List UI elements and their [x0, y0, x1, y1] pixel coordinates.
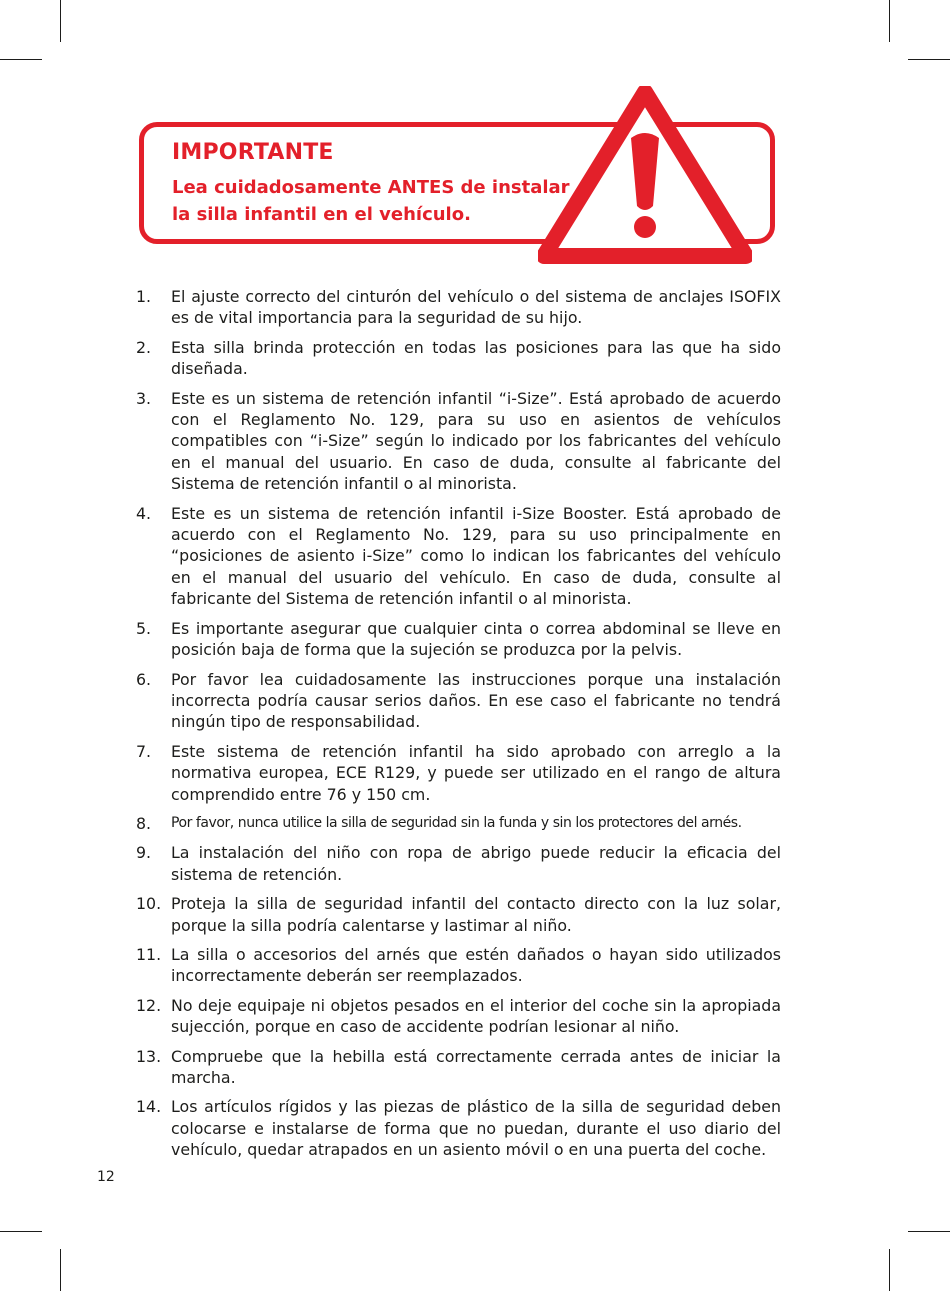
warning-line-1: Lea cuidadosamente ANTES de instalar	[172, 177, 570, 198]
warning-title: IMPORTANTE	[172, 140, 334, 165]
item-text: No deje equipaje ni objetos pesados en el interior del coche sin la apropiada sujección, porque en caso de accidente podrían lesionar al niño.	[171, 995, 781, 1037]
page-number: 12	[97, 1169, 115, 1185]
crop-mark-bottom-right-horizontal	[908, 1231, 950, 1232]
list-item	[136, 388, 781, 495]
crop-mark-bottom-left-vertical	[60, 1249, 61, 1291]
warning-triangle-icon	[538, 86, 752, 264]
crop-mark-bottom-right-vertical	[889, 1249, 890, 1291]
list-item	[136, 337, 781, 380]
list-item	[136, 1096, 781, 1160]
item-number: 11.	[136, 944, 162, 964]
item-number: 3.	[136, 388, 152, 408]
item-number: 5.	[136, 618, 152, 638]
list-item	[136, 842, 781, 885]
item-number: 4.	[136, 503, 152, 523]
item-text: Es importante asegurar que cualquier cinta o correa abdominal se lleve en posición baja de forma que la sujeción se produzca por la pelvis.	[171, 618, 781, 660]
item-number: 7.	[136, 741, 152, 761]
item-number: 14.	[136, 1097, 162, 1117]
crop-mark-bottom-left-horizontal	[0, 1231, 42, 1232]
item-number: 2.	[136, 337, 152, 357]
item-number: 1.	[136, 287, 152, 306]
item-text: Por favor, nunca utilice la silla de seguridad sin la funda y sin los protectores del arnés.	[171, 814, 742, 831]
item-number: 8.	[136, 813, 152, 833]
item-text: Esta silla brinda protección en todas las posiciones para las que ha sido diseñada.	[171, 337, 781, 379]
list-item	[136, 503, 781, 610]
item-number: 10.	[136, 894, 162, 914]
item-text: Este es un sistema de retención infantil “i-Size”. Está aprobado de acuerdo con el Reglamento No. 129, para su uso en asientos de vehículos compatibles con “i-Size” según lo indicado por los fabricantes del vehículo en el manual del usuario. En caso de duda, consulte al fabricante del Sistema de retención infantil o al minorista.	[171, 388, 781, 494]
list-item	[136, 893, 781, 936]
item-text: Los artículos rígidos y las piezas de plástico de la silla de seguridad deben colocarse e instalarse de forma que no puedan, durante el uso diario del vehículo, quedar atrapados en un asiento móvil o en una puerta del coche.	[171, 1097, 781, 1160]
list-item	[136, 1046, 781, 1089]
crop-mark-top-left-horizontal	[0, 59, 42, 60]
item-text: Proteja la silla de seguridad infantil del contacto directo con la luz solar, porque la silla podría calentarse y lastimar al niño.	[171, 894, 781, 935]
item-number: 9.	[136, 843, 152, 863]
item-text: Este sistema de retención infantil ha sido aprobado con arreglo a la normativa europea, ECE R129, y puede ser utilizado en el rango de altura comprendido entre 76 y 150 cm.	[171, 741, 781, 804]
list-item	[136, 813, 781, 834]
item-number: 13.	[136, 1046, 162, 1066]
list-item	[136, 741, 781, 805]
item-number: 6.	[136, 669, 152, 689]
item-text: Compruebe que la hebilla está correctamente cerrada antes de iniciar la marcha.	[171, 1046, 781, 1087]
list-item	[136, 286, 781, 329]
crop-mark-top-right-vertical	[889, 0, 890, 42]
list-item	[136, 618, 781, 661]
item-number: 12.	[136, 995, 162, 1015]
crop-mark-top-right-horizontal	[908, 59, 950, 60]
item-text: Este es un sistema de retención infantil i-Size Booster. Está aprobado de acuerdo con el Reglamento No. 129, para su uso principalmente en “posiciones de asiento i-Size” como lo indican los fabricantes del vehículo en el manual del usuario del vehículo. En caso de duda, consulte al fabricante del Sistema de retención infantil o al minorista.	[171, 503, 781, 609]
item-text: La instalación del niño con ropa de abrigo puede reducir la eficacia del sistema de retención.	[171, 843, 781, 884]
list-item	[136, 669, 781, 733]
crop-mark-top-left-vertical	[60, 0, 61, 42]
item-text: Por favor lea cuidadosamente las instrucciones porque una instalación incorrecta podría causar serios daños. En ese caso el fabricante no tendrá ningún tipo de responsabilidad.	[171, 669, 781, 732]
instruction-list	[136, 286, 781, 1169]
warning-line-2: la silla infantil en el vehículo.	[172, 204, 471, 225]
item-text: El ajuste correcto del cinturón del vehículo o del sistema de anclajes ISOFIX es de vital importancia para la seguridad de su hijo.	[171, 287, 781, 328]
item-text: La silla o accesorios del arnés que estén dañados o hayan sido utilizados incorrectamente deberán ser reemplazados.	[171, 944, 781, 986]
warning-text	[172, 174, 572, 228]
list-item	[136, 995, 781, 1038]
list-item	[136, 944, 781, 987]
